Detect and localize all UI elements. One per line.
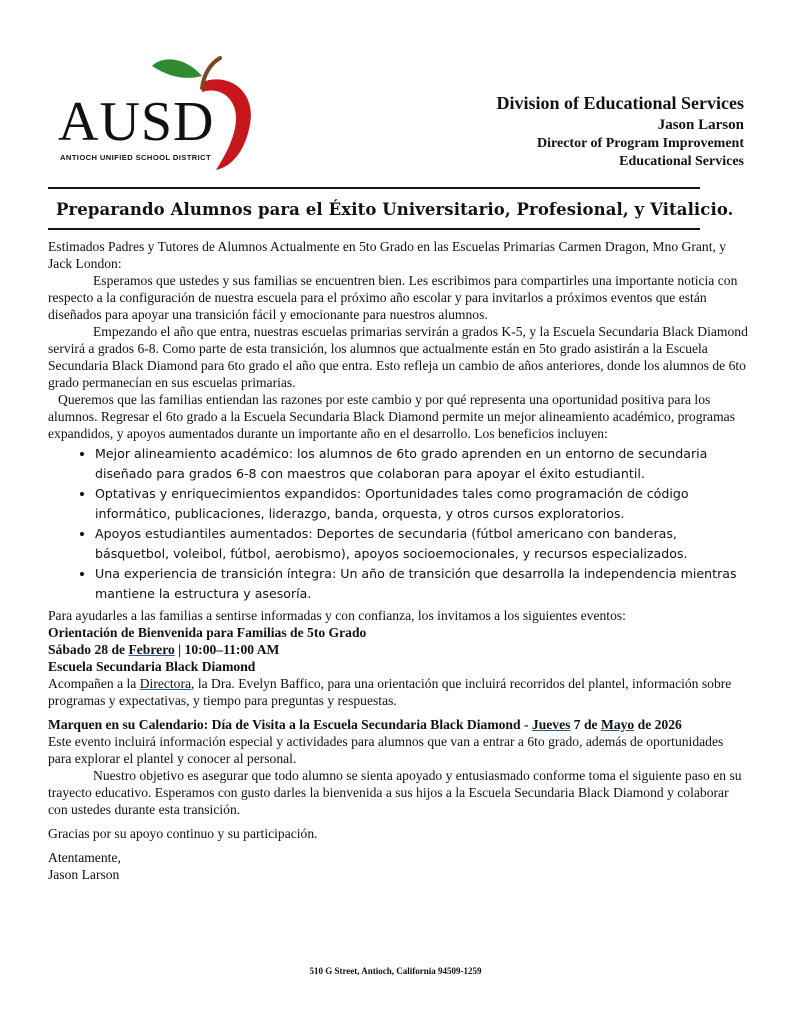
paragraph-4: Nuestro objetivo es asegurar que todo alumno se sienta apoyado y entusiasmado conforme toma el siguiente paso en su trayecto educativo. Esperamos con gusto darles la bienvenida a sus hijos a la Escuela Secundaria Black Diamond y colaborar con ustedes durante esta transición.	[48, 768, 742, 817]
benefits-list	[48, 444, 748, 604]
benefit-item: • Una experiencia de transición íntegra: Un año de transición que desarrolla la independencia mientras mantiene la estructura y asesoría.	[95, 564, 748, 604]
logo-text: AUSD	[58, 91, 215, 153]
closing: Atentamente,	[48, 850, 121, 865]
paragraph-1: Esperamos que ustedes y sus familias se encuentren bien. Les escribimos para compartirles una importante noticia con respecto a la configuración de nuestra escuela para el próximo año escolar y para invitarlos a próximos eventos que están diseñados para apoyar una transición fácil y emocionante para nuestros alumnos.	[48, 273, 738, 322]
event2-title: Marquen en su Calendario: Día de Visita a la Escuela Secundaria Black Diamond - Jueves 7 de Mayo de 2026	[48, 717, 682, 732]
event1-location: Escuela Secundaria Black Diamond	[48, 659, 256, 674]
event1-description: Acompañen a la Directora, la Dra. Evelyn Baffico, para una orientación que incluirá recorridos del plantel, información sobre programas y expectativas, y tiempo para preguntas y respuestas.	[48, 676, 732, 708]
paragraph-2: Empezando el año que entra, nuestras escuelas primarias servirán a grados K-5, y la Escuela Secundaria Black Diamond servirá a grados 6-8. Como parte de esta transición, los alumnos que actualmente están en 5to grado asistirán a la Escuela Secundaria Black Diamond para 6to grado el año que entra. Esto refleja un cambio de años anteriores, donde los alumnos de 6to grado permanecían en sus escuelas primarias.	[48, 324, 748, 390]
apple-leaf	[152, 59, 202, 77]
paragraph-3: Queremos que las familias entiendan las razones por este cambio y por qué representa una oportunidad positiva para los alumnos. Regresar el 6to grado a la Escuela Secundaria Black Diamond permite un mejor alineamiento académico, programas expandidos, y apoyos aumentados durante un importante año en el desarrollo. Los beneficios incluyen:	[48, 392, 735, 441]
event1-title: Orientación de Bienvenida para Familias de 5to Grado	[48, 625, 367, 640]
logo-subtitle: ANTIOCH UNIFIED SCHOOL DISTRICT	[60, 153, 212, 162]
letter-body	[48, 238, 748, 883]
top-rule	[48, 187, 700, 189]
director-role: Director of Program Improvement	[537, 136, 744, 151]
ausd-logo	[52, 48, 252, 172]
signature: Jason Larson	[48, 867, 120, 882]
event2-description: Este evento incluirá información especial y actividades para alumnos que van a entrar a 6to grado, además de oportunidades para explorar el plantel y conocer al personal.	[48, 734, 724, 766]
director-name: Jason Larson	[657, 117, 744, 133]
invite-text: Para ayudarles a las familias a sentirse informadas y con confianza, los invitamos a los siguientes eventos:	[48, 608, 626, 623]
department-name: Educational Services	[619, 154, 744, 169]
page-title: Preparando Alumnos para el Éxito Universitario, Profesional, y Vitalicio.	[56, 200, 734, 219]
benefit-item: • Mejor alineamiento académico: los alumnos de 6to grado aprenden en un entorno de secundaria diseñado para grados 6-8 con maestros que colaboran para apoyar el éxito estudiantil.	[95, 444, 748, 484]
thanks-text: Gracias por su apoyo continuo y su participación.	[48, 826, 318, 841]
footer-address: 510 G Street, Antioch, California 94509-1259	[309, 966, 482, 976]
benefit-item: • Apoyos estudiantiles aumentados: Deportes de secundaria (fútbol americano con banderas, básquetbol, voleibol, fútbol, aerobismo), apoyos socioemocionales, y recursos especializados.	[95, 524, 748, 564]
division-name: Division of Educational Services	[496, 93, 744, 113]
event1-date: Sábado 28 de Febrero | 10:00–11:00 AM	[48, 642, 280, 657]
bottom-rule	[48, 228, 700, 230]
letterhead	[496, 92, 744, 171]
benefit-item: • Optativas y enriquecimientos expandidos: Oportunidades tales como programación de código informático, publicaciones, liderazgo, banda, orquesta, y otros cursos exploratorios.	[95, 484, 748, 524]
salutation: Estimados Padres y Tutores de Alumnos Actualmente en 5to Grado en las Escuelas Primarias Carmen Dragon, Mno Grant, y Jack London:	[48, 239, 727, 271]
